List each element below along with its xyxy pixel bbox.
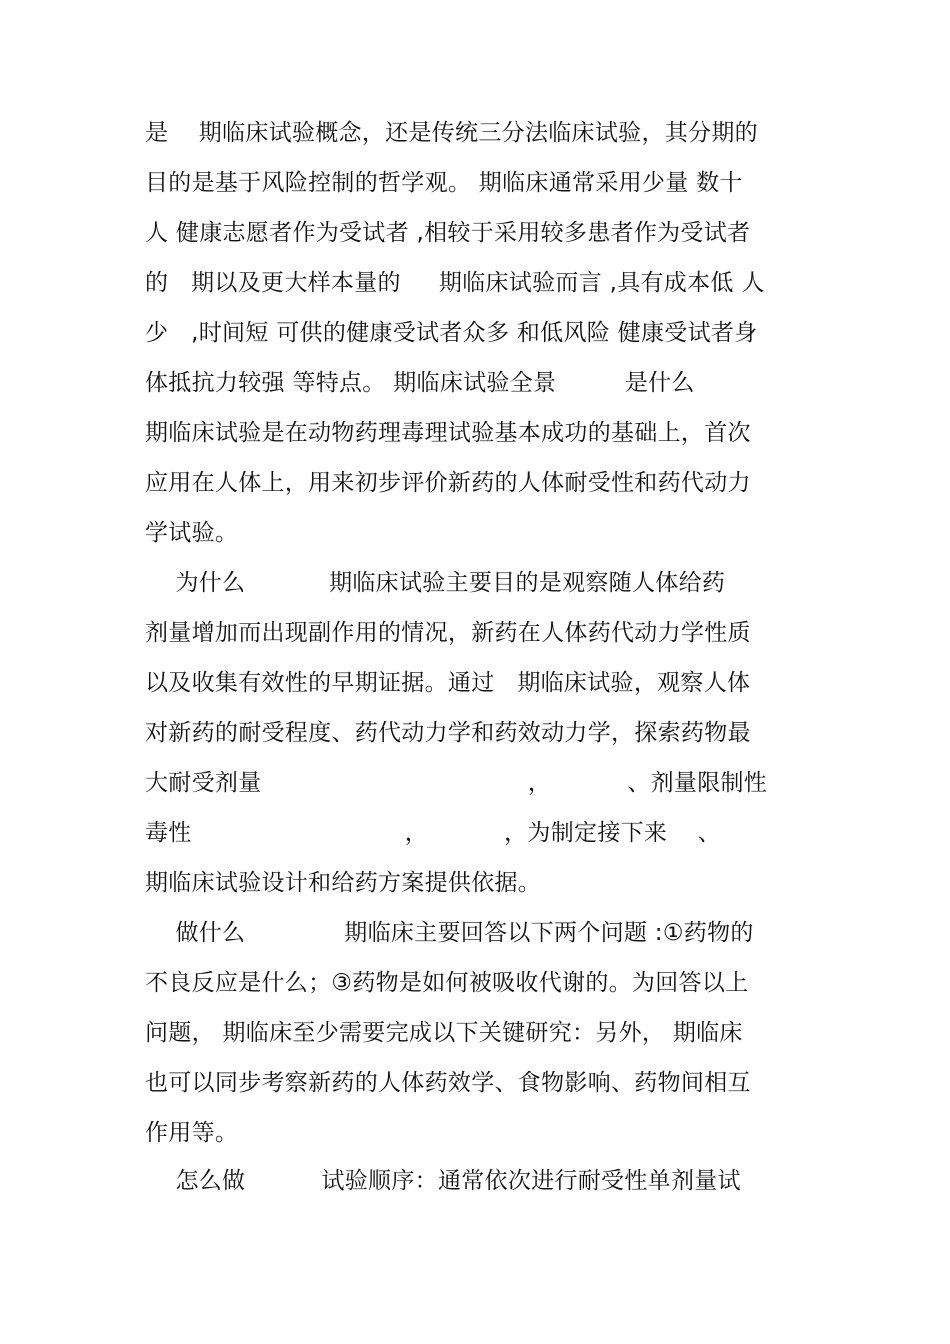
text-line: 不良反应是什么；③药物是如何被吸收代谢的。为回答以上: [145, 970, 749, 996]
text-line: 人 健康志愿者作为受试者 ,相较于采用较多患者作为受试者: [145, 220, 751, 246]
text-line: 期临床试验设计和给药方案提供依据。: [145, 870, 542, 896]
text-line: 为什么 期临床试验主要目的是观察随人体给药: [145, 570, 726, 596]
text-line: 大耐受剂量 ， 、剂量限制性: [145, 770, 768, 796]
text-line: 学试验。: [145, 520, 239, 546]
text-line: 以及收集有效性的早期证据。通过 期临床试验，观察人体: [145, 670, 751, 696]
text-line: 做什么 期临床主要回答以下两个问题 :①药物的: [145, 920, 754, 946]
text-line: 也可以同步考察新药的人体药效学、食物影响、药物间相互: [145, 1070, 751, 1096]
text-line: 怎么做 试验顺序：通常依次进行耐受性单剂量试: [145, 1168, 741, 1194]
text-line: 对新药的耐受程度、药代动力学和药效动力学，探索药物最: [145, 720, 751, 746]
text-line: 的 期以及更大样本量的 期临床试验而言 ,具有成本低 人: [145, 270, 765, 296]
text-line: 期临床试验是在动物药理毒理试验基本成功的基础上，首次: [145, 420, 751, 446]
text-line: 毒性 ， ，为制定接下来 、: [145, 820, 721, 846]
text-line: 是 期临床试验概念，还是传统三分法临床试验，其分期的: [145, 120, 758, 146]
text-line: 体抵抗力较强 等特点。 期临床试验全景 是什么: [145, 370, 695, 396]
text-line: 应用在人体上，用来初步评价新药的人体耐受性和药代动力: [145, 470, 751, 496]
text-line: 少 ,时间短 可供的健康受试者众多 和低风险 健康受试者身: [145, 320, 758, 346]
text-line: 作用等。: [145, 1120, 239, 1146]
text-line: 目的是基于风险控制的哲学观。 期临床通常采用少量 数十: [145, 170, 743, 196]
text-line: 剂量增加而出现副作用的情况，新药在人体药代动力学性质: [145, 620, 751, 646]
text-line: 问题， 期临床至少需要完成以下关键研究：另外， 期临床: [145, 1020, 743, 1046]
